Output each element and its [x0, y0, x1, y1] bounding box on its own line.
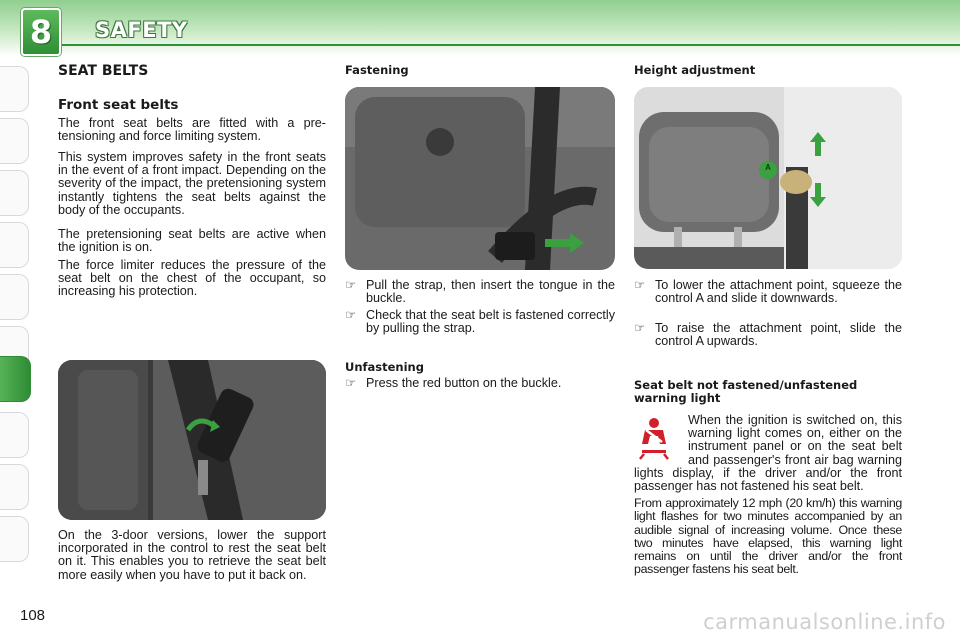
- seat-belt-support-illustration: [58, 360, 326, 520]
- fastening-step-text: Check that the seat belt is fastened correctly by pulling the strap.: [366, 308, 615, 336]
- height-adjustment-title: Height adjustment: [634, 63, 756, 77]
- paragraph: The pretensioning seat belts are active when the ignition is on.: [58, 227, 326, 255]
- chapter-tab[interactable]: [0, 118, 29, 164]
- seat-belt-support-photo: [58, 360, 326, 520]
- fastening-photo: [345, 87, 615, 270]
- unfastening-step: [345, 377, 615, 393]
- hand-pointer-icon: ☞: [634, 278, 646, 292]
- fastening-title: Fastening: [345, 63, 409, 77]
- warning-light-title: warning light: [634, 391, 721, 405]
- height-adjustment-illustration: [634, 87, 902, 269]
- height-adjustment-photo: [634, 87, 902, 269]
- callout-label-a: A: [765, 163, 771, 172]
- warning-light-text: When the ignition is switched on, this warning light comes on, either on the instrument panel or on the seat belt and passenger's front air bag warning lights display, if the driver and/or the front passenger has not fastened his seat belt.: [634, 413, 902, 494]
- height-step-text: To raise the attachment point, slide the control A upwards.: [655, 321, 902, 349]
- paragraph: This system improves safety in the front seats in the event of a front impact. Depending on the severity of the impact, the pretensioning system instantly tightens the seat belts against the body of the occupants.: [58, 150, 326, 217]
- support-caption: On the 3-door versions, lower the support incorporated in the control to rest the seat belt on it. This enables you to retrieve the seat belt more easily when you have to put it back on.: [58, 528, 326, 582]
- chapter-number-badge: [21, 8, 61, 56]
- chapter-tab[interactable]: [0, 274, 29, 320]
- chapter-tab[interactable]: [0, 66, 29, 112]
- seat-belt-warning-icon: [634, 416, 682, 460]
- chapter-tab-active[interactable]: [0, 356, 31, 402]
- unfastening-title: Unfastening: [345, 360, 424, 374]
- subsection-title: Front seat belts: [58, 97, 179, 113]
- paragraph: The front seat belts are fitted with a pre-tensioning and force limiting system.: [58, 116, 326, 144]
- height-step: [634, 322, 902, 350]
- height-step-text: To lower the attachment point, squeeze the control A and slide it downwards.: [655, 278, 902, 306]
- warning-light-block: [634, 414, 902, 576]
- hand-pointer-icon: ☞: [634, 321, 646, 335]
- chapter-title: SAFETY: [95, 18, 188, 42]
- warning-light-text-flashing: From approximately 12 mph (20 km/h) this warning light flashes for two minutes accompanied by an audible signal of increasing volume. Once these two minutes have elapsed, this warning light remains on until the driver and/or the front passenger fastens his seat belt.: [634, 496, 902, 577]
- chapter-header: [0, 0, 960, 56]
- section-title: SEAT BELTS: [58, 63, 149, 79]
- fastening-step-text: Pull the strap, then insert the tongue in the buckle.: [366, 278, 615, 306]
- header-rule: [60, 44, 960, 46]
- chapter-tab[interactable]: [0, 412, 29, 458]
- fastening-step: [345, 279, 615, 307]
- chapter-tab[interactable]: [0, 170, 29, 216]
- chapter-tabs: [0, 60, 36, 580]
- warning-light-title: Seat belt not fastened/unfastened: [634, 378, 858, 392]
- fastening-step: [345, 309, 615, 337]
- hand-pointer-icon: ☞: [345, 278, 357, 292]
- chapter-tab[interactable]: [0, 464, 29, 510]
- hand-pointer-icon: ☞: [345, 376, 357, 390]
- chapter-tab[interactable]: [0, 516, 29, 562]
- site-watermark: carmanualsonline.info: [703, 610, 946, 634]
- unfastening-step-text: Press the red button on the buckle.: [366, 376, 562, 390]
- height-step: [634, 279, 902, 321]
- paragraph: The force limiter reduces the pressure of the seat belt on the chest of the occupant, so increasing his protection.: [58, 258, 326, 299]
- page-number: 108: [20, 607, 46, 624]
- chapter-tab[interactable]: [0, 222, 29, 268]
- fastening-illustration: [345, 87, 615, 270]
- hand-pointer-icon: ☞: [345, 308, 357, 322]
- chapter-number: 8: [29, 13, 53, 51]
